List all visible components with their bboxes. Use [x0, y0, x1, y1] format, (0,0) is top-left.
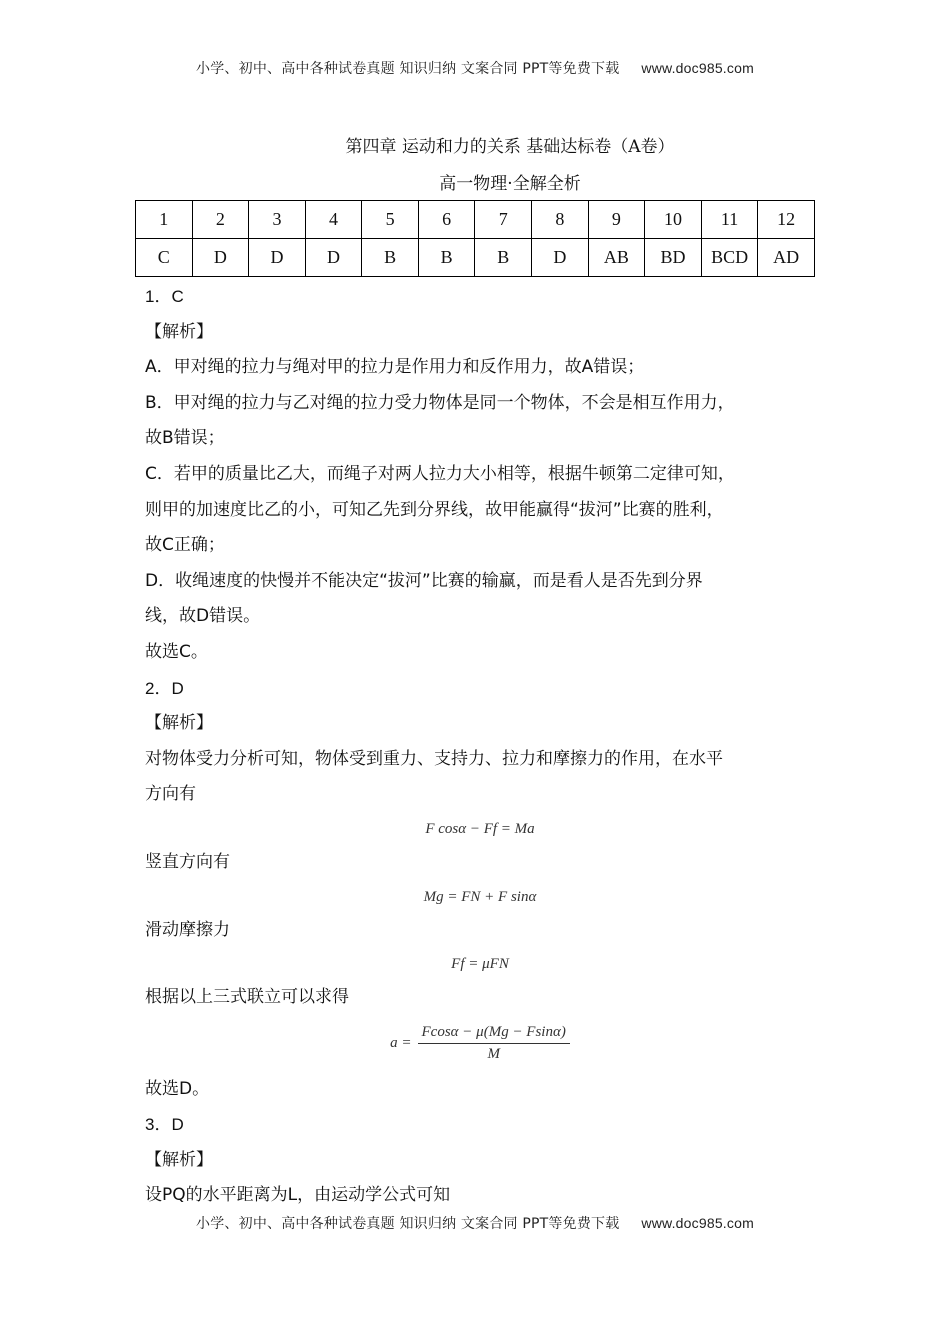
answer-cell: B	[475, 239, 532, 277]
q2-label-friction: 滑动摩擦力	[145, 919, 230, 940]
equation-vertical: Mg = FN + F sinα	[423, 888, 537, 905]
q2-label-vertical: 竖直方向有	[145, 851, 230, 872]
fraction-denominator: M	[487, 1046, 500, 1063]
q1-line: 线，故D错误。	[145, 606, 261, 627]
answer-cell: D	[192, 239, 249, 277]
fraction-numerator: Fcosα − μ(Mg − Fsinα)	[418, 1024, 570, 1044]
q1-conclusion: 故选C。	[145, 641, 208, 662]
q2-heading: 2．D	[145, 678, 184, 698]
q1-line: A．甲对绳的拉力与绳对甲的拉力是作用力和反作用力，故A错误；	[145, 357, 645, 378]
q2-analysis-label: 【解析】	[145, 713, 213, 734]
q3-heading: 3．D	[145, 1115, 184, 1135]
question-number: 9	[588, 201, 645, 239]
equation-lhs: a =	[390, 1035, 412, 1052]
question-number: 12	[758, 201, 815, 239]
q3-analysis-label: 【解析】	[145, 1149, 213, 1170]
question-number: 3	[249, 201, 306, 239]
answer-table	[135, 200, 815, 277]
q2-intro-line: 方向有	[145, 784, 196, 805]
question-number: 4	[305, 201, 362, 239]
q1-line: 故B错误；	[145, 428, 225, 449]
question-number: 5	[362, 201, 419, 239]
answer-cell: BCD	[701, 239, 758, 277]
answer-cell: AD	[758, 239, 815, 277]
answer-cell: AB	[588, 239, 645, 277]
question-number: 10	[645, 201, 702, 239]
q2-label-combined: 根据以上三式联立可以求得	[145, 987, 349, 1008]
header-text: 小学、初中、高中各种试卷真题 知识归纳 文案合同 PPT等免费下载	[196, 61, 620, 77]
question-number: 11	[701, 201, 758, 239]
q1-line: 则甲的加速度比乙的小，可知乙先到分界线，故甲能赢得“拔河”比赛的胜利，	[145, 499, 724, 520]
q1-heading: 1．C	[145, 287, 184, 306]
question-number: 6	[418, 201, 475, 239]
solutions-body	[145, 279, 815, 1214]
q1-line: D．收绳速度的快慢并不能决定“拔河”比赛的输赢，而是看人是否先到分界	[145, 570, 703, 591]
q1-analysis-label: 【解析】	[145, 321, 213, 342]
answer-table-answers-row	[136, 239, 815, 277]
header-site-link[interactable]: www.doc985.com	[641, 60, 754, 76]
question-number: 7	[475, 201, 532, 239]
q2-conclusion: 故选D。	[145, 1078, 210, 1099]
equation-acceleration	[145, 1016, 815, 1072]
answer-cell: C	[136, 239, 193, 277]
answer-cell: D	[305, 239, 362, 277]
question-number: 2	[192, 201, 249, 239]
equation-friction: Ff = μFN	[451, 956, 509, 973]
q1-line: C．若甲的质量比乙大，而绳子对两人拉力大小相等，根据牛顿第二定律可知，	[145, 463, 735, 484]
answer-table-numbers-row	[136, 201, 815, 239]
question-number: 8	[532, 201, 589, 239]
equation-horizontal: F cosα − Ff = Ma	[425, 820, 535, 837]
footer-text: 小学、初中、高中各种试卷真题 知识归纳 文案合同 PPT等免费下载	[196, 1216, 620, 1232]
answer-cell: B	[418, 239, 475, 277]
answer-cell: D	[249, 239, 306, 277]
q3-intro: 设PQ的水平距离为L，由运动学公式可知	[145, 1185, 451, 1206]
answer-cell: D	[532, 239, 589, 277]
fraction	[418, 1024, 570, 1063]
question-number: 1	[136, 201, 193, 239]
page-footer	[0, 1213, 950, 1233]
footer-site-link[interactable]: www.doc985.com	[641, 1215, 754, 1231]
q1-line: B．甲对绳的拉力与乙对绳的拉力受力物体是同一个物体，不会是相互作用力，	[145, 392, 735, 413]
page-subtitle: 高一物理·全解全析	[439, 174, 581, 194]
q1-line: 故C正确；	[145, 535, 225, 556]
page-title: 第四章 运动和力的关系 基础达标卷（A卷）	[345, 137, 675, 157]
answer-cell: BD	[645, 239, 702, 277]
answer-cell: B	[362, 239, 419, 277]
page-header	[0, 58, 950, 78]
q2-intro-line: 对物体受力分析可知，物体受到重力、支持力、拉力和摩擦力的作用，在水平	[145, 748, 723, 769]
